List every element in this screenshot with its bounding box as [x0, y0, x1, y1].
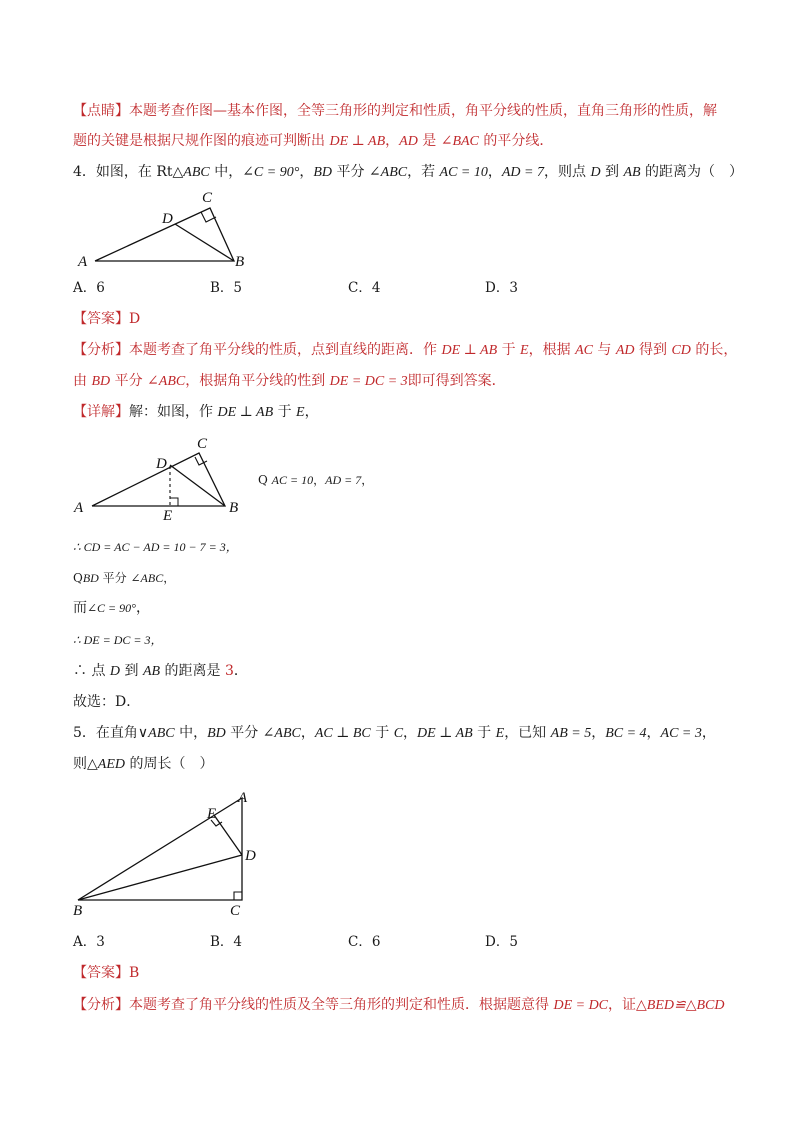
q5-figure — [70, 785, 270, 920]
q4-step5-m1: D — [109, 664, 121, 679]
q5-l1-m1: ∨ABC — [137, 726, 175, 741]
q5-an-a: 本题考查了角平分线的性质及全等三角形的判定和性质．根据题意得 — [129, 997, 554, 1013]
tip-math-2: AD — [399, 134, 418, 149]
q5-l1-m3: ∠ABC — [262, 726, 301, 741]
q3-tip-line2 — [73, 131, 553, 152]
q4-math-abc: ABC — [183, 165, 210, 180]
q5-l1-i: ， — [591, 725, 606, 741]
q5-option-a[interactable]: A．3 — [73, 934, 105, 950]
q4-step5-a: ∴ 点 — [73, 663, 110, 679]
q5-l2-m: AED — [97, 757, 125, 772]
q4-math-angle: ∠ABC — [368, 165, 408, 180]
q4-option-b[interactable]: B．5 — [210, 280, 243, 296]
q4-detail — [73, 402, 319, 423]
q4-step5-m2: AB — [142, 664, 161, 679]
q4-math-c90: ∠C = 90° — [242, 165, 300, 180]
q4-an2-m1: BD — [91, 374, 111, 389]
q4-step5-c: 的距离是 — [160, 663, 225, 679]
q4-step3-a: 而 — [73, 600, 87, 616]
q5-an-m2: BED≌△BCD — [646, 998, 725, 1013]
q4-stem — [73, 162, 743, 183]
q5-an-m1: DE = DC — [553, 998, 609, 1013]
q5-l1-m8: AB = 5 — [550, 726, 592, 741]
q4-detail-c: ， — [304, 404, 319, 420]
q4-answer-value: D — [129, 311, 141, 327]
q4-detail-figure — [70, 432, 250, 527]
q4-an1-b: 于 — [497, 342, 521, 358]
q5-l1-a: 5．在直角 — [73, 725, 138, 741]
q5-answer — [73, 963, 139, 983]
q4d-label-d: D — [156, 456, 167, 472]
tip-text-2c: 是 — [417, 133, 441, 149]
q5-option-c[interactable]: C．6 — [348, 934, 381, 950]
q4-answer — [73, 309, 140, 329]
q5-l1-m5: C — [393, 726, 404, 741]
q4-label-c: C — [202, 190, 213, 206]
q4-answer-tag: 【答案】 — [73, 311, 129, 327]
q4-step5 — [73, 661, 248, 682]
q4d-label-c: C — [197, 436, 208, 452]
q4-stem-f: ， — [487, 164, 502, 180]
q4-stem-g: ，则点 — [543, 164, 591, 180]
q5-l1-h: ，已知 — [504, 725, 551, 741]
q5-analysis-tag: 【分析】 — [73, 997, 129, 1013]
q5-an-b: ，证△ — [608, 997, 647, 1013]
q4-an1-m3: AC — [575, 343, 593, 358]
q4-step3-b: ， — [135, 600, 150, 616]
q4-step4: ∴ DE = DC = 3， — [73, 633, 163, 647]
q4-an1-e: 得到 — [634, 342, 672, 358]
q4d-label-a: A — [74, 500, 84, 516]
q4-label-b: B — [235, 254, 245, 270]
q4-an2-c: ，根据角平分线的性到 — [185, 373, 330, 389]
q5-label-d: D — [245, 848, 256, 864]
q5-l2-b: 的周长（ ） — [125, 756, 214, 772]
q4-an2-d: 即可得到答案． — [407, 373, 506, 389]
q4-an1-m1: DE ⊥ AB — [441, 343, 498, 358]
tip-text-2d: 的平分线． — [478, 133, 554, 149]
q4-step5-val: 3 — [224, 663, 234, 679]
q4-option-c[interactable]: C．4 — [348, 280, 381, 296]
q4-detail-m2: E — [296, 405, 305, 420]
q4-an1-m4: AD — [615, 343, 635, 358]
q4-step2 — [73, 568, 175, 588]
q4-step5-b: 到 — [120, 663, 143, 679]
q4-an1-m5: CD — [671, 343, 691, 358]
q5-label-b: B — [73, 903, 83, 919]
q4-option-a[interactable]: A．6 — [73, 280, 105, 296]
q4-figure — [70, 185, 260, 275]
q4-given-m2: AD = 7 — [325, 473, 362, 487]
q4-step2-m2: ∠ABC — [130, 571, 164, 585]
q5-l1-m10: AC = 3 — [660, 726, 702, 741]
q4-given-m1: AC = 10 — [271, 473, 314, 487]
q4-analysis-tag: 【分析】 — [73, 342, 129, 358]
q4-detail-b: 于 — [273, 404, 297, 420]
q5-l1-d: ， — [300, 725, 315, 741]
q4d-label-e: E — [163, 508, 173, 524]
q5-answer-value: B — [129, 965, 140, 981]
q4-an2-m3: DE = DC = 3 — [329, 374, 408, 389]
q4-given-b: ， — [313, 473, 326, 487]
q4-an2-m2: ∠ABC — [147, 374, 186, 389]
q4-step3-m: ∠C = 90° — [87, 601, 136, 615]
q4-label-d: D — [162, 211, 173, 227]
q4-math-ac: AC = 10 — [439, 165, 488, 180]
q5-answer-tag: 【答案】 — [73, 965, 129, 981]
tip-math-1: DE ⊥ AB — [329, 134, 386, 149]
tip-text-1: 本题考查作图—基本作图，全等三角形的判定和性质，角平分线的性质，直角三角形的性质，解 — [129, 103, 717, 119]
q4-stem-h: 到 — [600, 164, 624, 180]
q4-stem-e: ，若 — [407, 164, 440, 180]
q4-math-d: D — [590, 165, 601, 180]
q4-choose: 故选：D． — [73, 694, 141, 710]
q4-step2-b: 平分 — [98, 571, 131, 585]
q4-step5-d: ． — [233, 663, 248, 679]
q5-l1-m9: BC = 4 — [605, 726, 647, 741]
q5-option-d[interactable]: D．5 — [485, 934, 518, 950]
q5-option-b[interactable]: B．4 — [210, 934, 243, 950]
q5-label-e: E — [207, 806, 217, 822]
q4-an1-d: 与 — [592, 342, 616, 358]
q5-stem-1 — [73, 723, 716, 744]
tip-math-3: ∠BAC — [440, 134, 479, 149]
q4-detail-a: 解：如图，作 — [129, 404, 218, 420]
q5-l1-f: ， — [403, 725, 418, 741]
q4-math-ab: AB — [623, 165, 641, 180]
tip-tag: 【点睛】 — [73, 103, 129, 119]
q4-detail-tag: 【详解】 — [73, 404, 129, 420]
q4-stem-i: 的距离为（ ） — [640, 164, 744, 180]
q4-an1-m2: E — [520, 343, 529, 358]
q4-math-ad: AD = 7 — [501, 165, 544, 180]
q4-given-a: Q — [258, 473, 272, 487]
q4-an1-a: 本题考查了角平分线的性质，点到直线的距离．作 — [129, 342, 442, 358]
q4-given-c: ， — [361, 473, 374, 487]
q5-l1-m7: E — [495, 726, 505, 741]
q4-stem-d: 平分 — [332, 164, 369, 180]
q4-analysis-1 — [73, 340, 737, 361]
q5-l1-b: 中， — [174, 725, 208, 741]
q4-step2-a: Q — [73, 571, 83, 585]
q4-step1: ∴ CD = AC − AD = 10 − 7 = 3， — [73, 540, 238, 554]
q5-label-c: C — [230, 903, 241, 919]
q4-option-d[interactable]: D．3 — [485, 280, 518, 296]
q4-step2-c: ， — [163, 571, 176, 585]
q5-l1-c: 平分 — [225, 725, 263, 741]
q4-given — [258, 470, 373, 490]
q5-l1-m6: DE ⊥ AB — [417, 726, 473, 741]
q4-an1-f: 的长， — [690, 342, 738, 358]
q4-analysis-2 — [73, 371, 506, 392]
q4-detail-m1: DE ⊥ AB — [217, 405, 274, 420]
q5-stem-2 — [73, 754, 213, 775]
q4-an2-a: 由 — [73, 373, 92, 389]
q5-l1-m2: BD — [207, 726, 226, 741]
q5-l1-k: ， — [701, 725, 716, 741]
q4-step3 — [73, 598, 150, 618]
q4-an2-b: 平分 — [110, 373, 148, 389]
q4d-label-b: B — [229, 500, 239, 516]
q4-step2-m1: BD — [82, 571, 99, 585]
q5-analysis — [73, 995, 725, 1016]
q4-stem-b: 中， — [209, 164, 243, 180]
tip-text-2a: 题的关键是根据尺规作图的痕迹可判断出 — [73, 133, 330, 149]
q4-label-a: A — [78, 254, 88, 270]
q5-l1-e: 于 — [370, 725, 394, 741]
q5-label-a: A — [238, 790, 248, 806]
q5-l1-j: ， — [646, 725, 661, 741]
q4-an1-c: ，根据 — [528, 342, 576, 358]
q3-tip-line1 — [73, 101, 717, 121]
q5-l2-a: 则△ — [73, 756, 98, 772]
q5-l1-m4: AC ⊥ BC — [314, 726, 371, 741]
tip-text-2b: ， — [385, 133, 400, 149]
q5-l1-g: 于 — [472, 725, 496, 741]
q4-stem-a: 4．如图，在 Rt△ — [73, 164, 184, 180]
q4-stem-c: ， — [299, 164, 314, 180]
q4-math-bd: BD — [313, 165, 332, 180]
